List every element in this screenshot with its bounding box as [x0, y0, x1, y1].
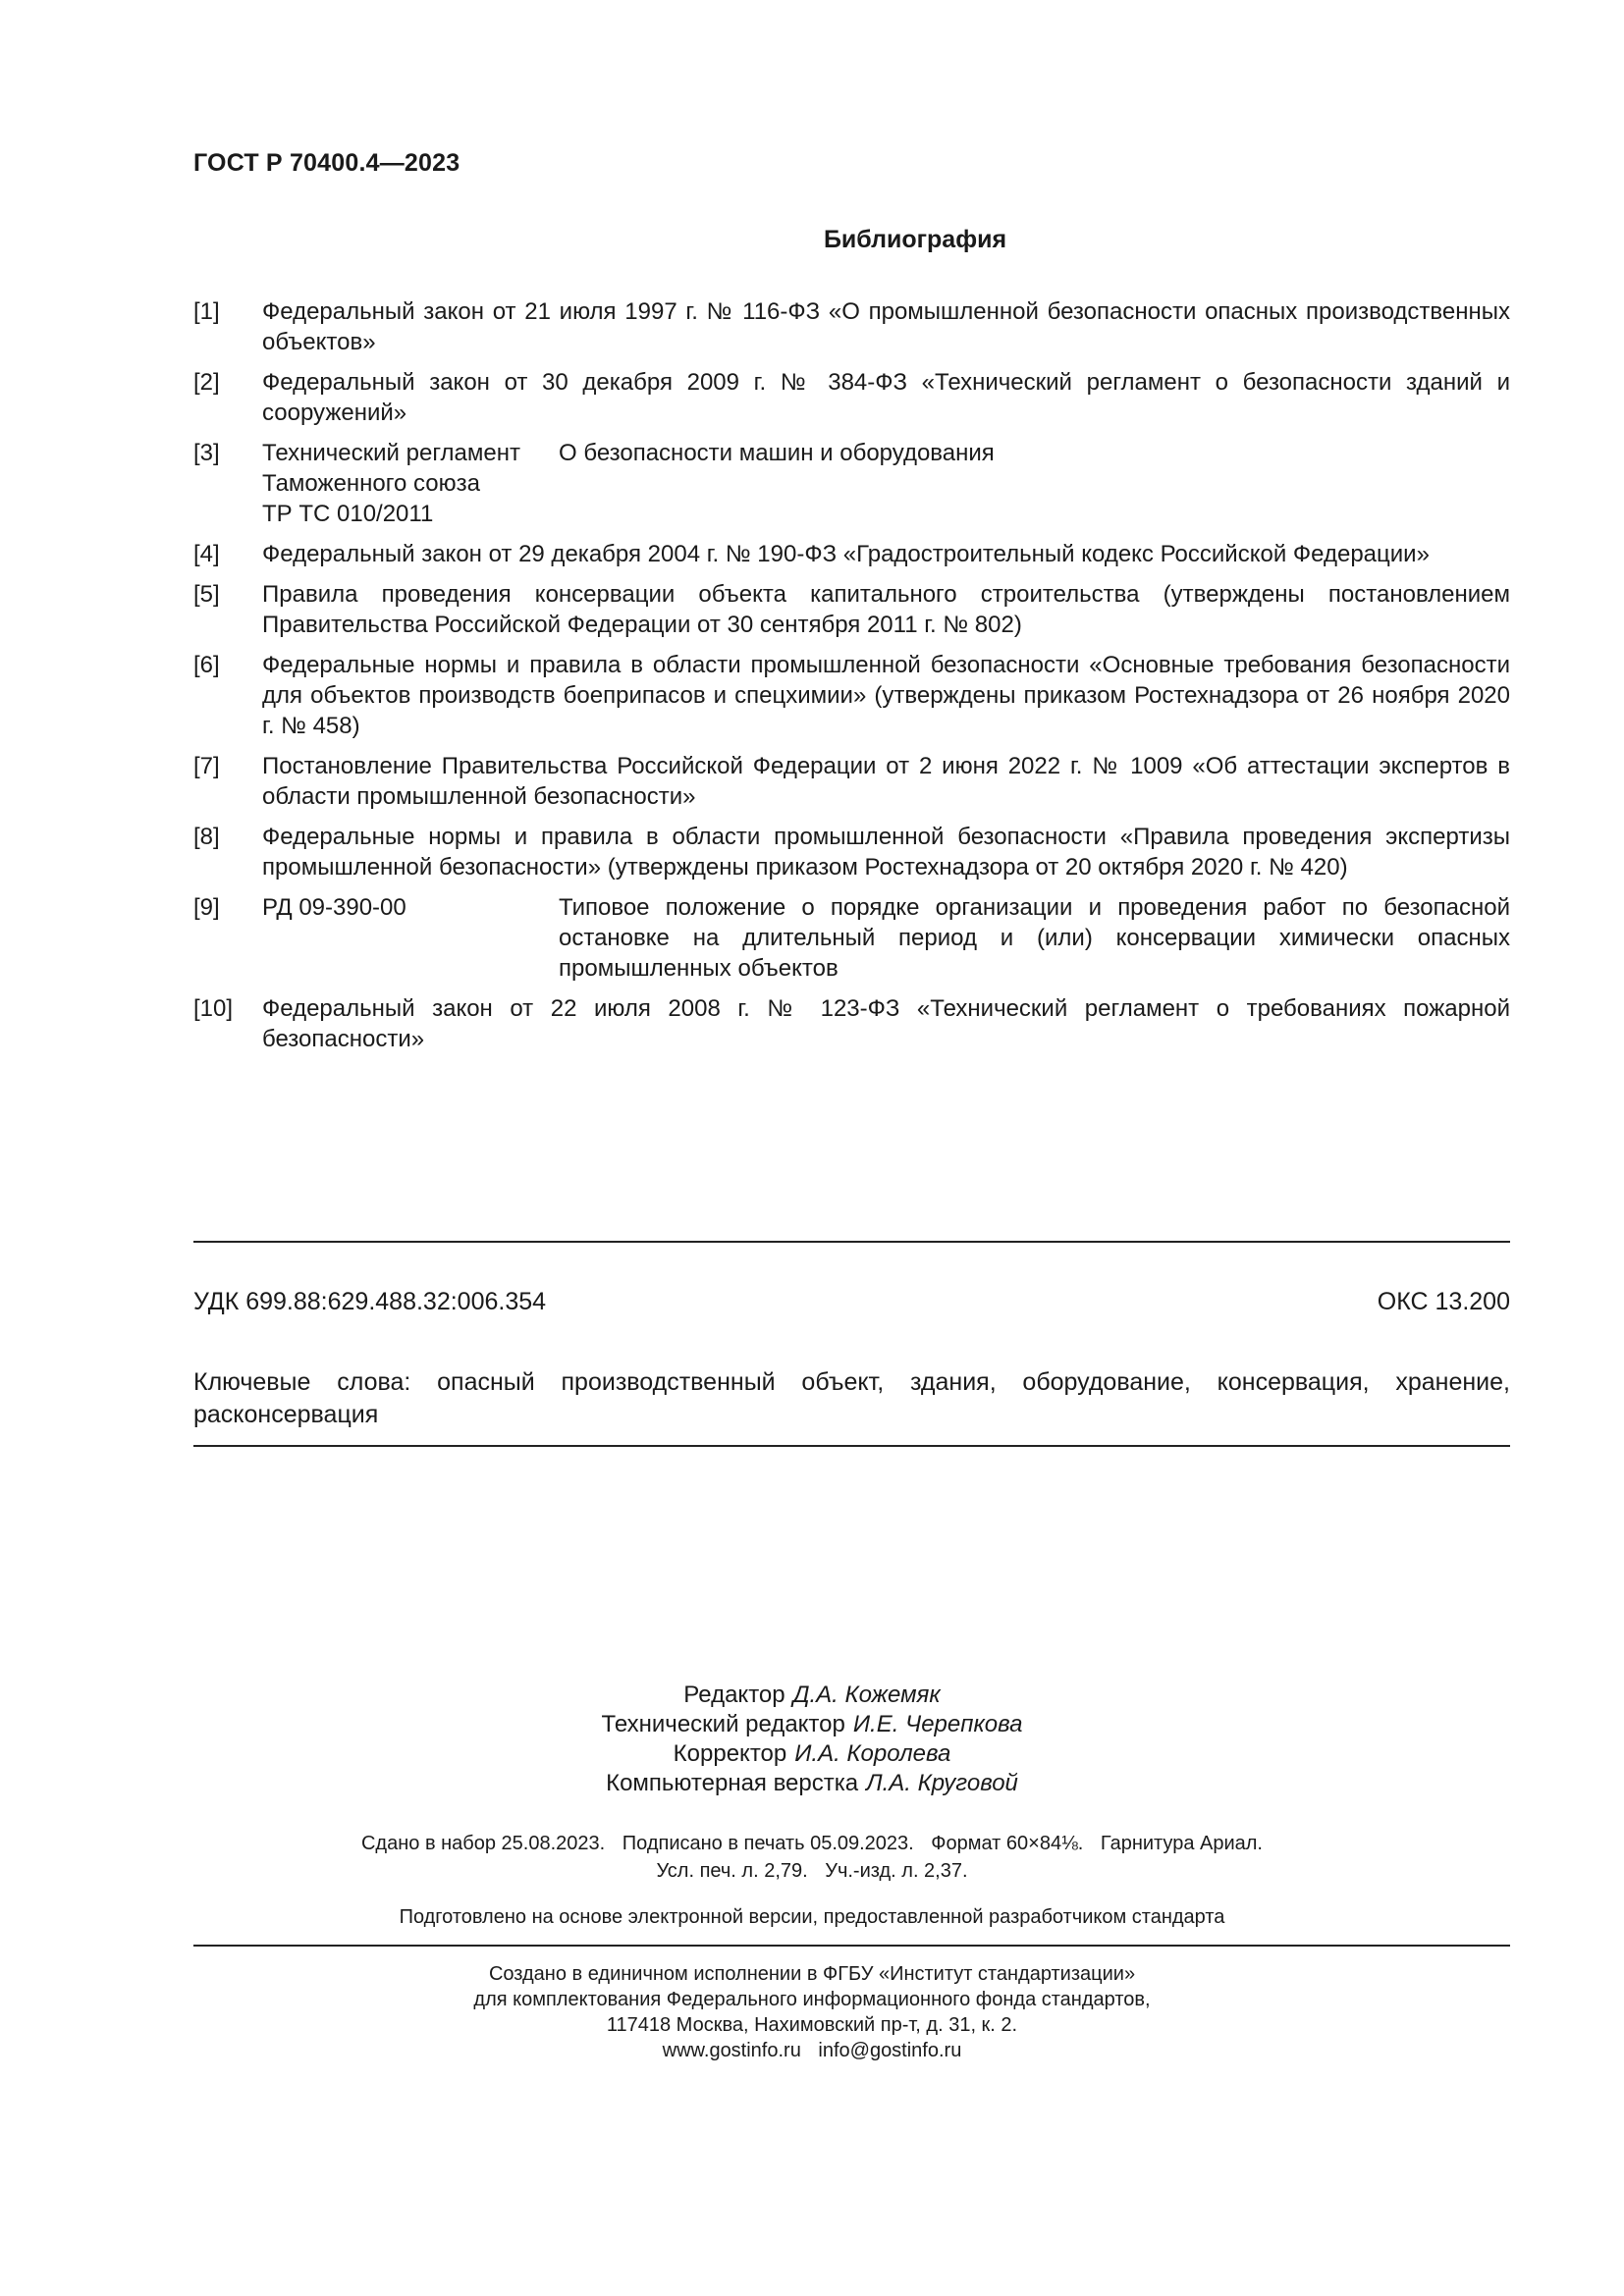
reference-text: О безопасности машин и оборудования [559, 440, 995, 466]
reference-item [193, 751, 1510, 812]
credit-tech-editor [0, 1710, 1624, 1739]
print-sheets: Усл. печ. л. 2,79. [656, 1860, 808, 1882]
prepared-note: Подготовлено на основе электронной версии, предоставленной разработчиком стандарта [399, 1906, 1225, 1928]
signed-date: Подписано в печать 05.09.2023. [622, 1833, 914, 1854]
reference-text: Федеральные нормы и правила в области промышленной безопасности «Основные требования безопасности для объектов производств боеприпасов и спецхимии» (утверждены приказом Ростехнадзора от 26 ноября 2020 г. № 458) [262, 652, 1510, 739]
keywords: Ключевые слова: опасный производственный объект, здания, оборудование, консервация, хранение, расконсервация [193, 1368, 1510, 1428]
edition-sheets: Уч.-изд. л. 2,37. [825, 1860, 968, 1882]
website-link[interactable]: www.gostinfo.ru [662, 2040, 801, 2061]
credit-name: И.А. Королева [794, 1740, 951, 1767]
oks-code: ОКС 13.200 [1377, 1288, 1510, 1315]
reference-number: [10] [193, 995, 234, 1022]
credit-name: Л.А. Круговой [866, 1770, 1018, 1796]
reference-text: Федеральный закон от 21 июля 1997 г. № 116-ФЗ «О промышленной безопасности опасных производственных объектов» [262, 298, 1510, 355]
credit-label: Компьютерная верстка [606, 1770, 859, 1796]
credit-name: Д.А. Кожемяк [792, 1682, 941, 1708]
classification-row [193, 1288, 1510, 1316]
paper-format: Формат 60×84⅛. [931, 1833, 1084, 1854]
reference-number: [8] [193, 824, 220, 850]
reference-item [193, 822, 1510, 882]
udk-code: УДК 699.88:629.488.32:006.354 [193, 1288, 547, 1315]
reference-item [193, 579, 1510, 640]
reference-item [193, 539, 1510, 569]
reference-text: Федеральный закон от 30 декабря 2009 г. № 384-ФЗ «Технический регламент о безопасности зданий и сооружений» [262, 369, 1510, 426]
reference-text: Федеральный закон от 29 декабря 2004 г. № 190-ФЗ «Градостроительный кодекс Российской Федерации» [262, 541, 1430, 567]
designation-line: Технический регламент [262, 440, 520, 466]
reference-item [193, 367, 1510, 428]
reference-item [193, 892, 1510, 984]
credit-name: И.Е. Черепкова [852, 1711, 1023, 1737]
reference-number: [9] [193, 894, 220, 921]
bibliography-title: Библиография [823, 226, 1007, 253]
reference-item [193, 438, 1510, 529]
credit-label: Редактор [683, 1682, 785, 1708]
publisher-block [0, 1961, 1624, 2063]
reference-number: [7] [193, 753, 220, 779]
credit-layout [0, 1769, 1624, 1798]
reference-text: Правила проведения консервации объекта капитального строительства (утверждены постановлением Правительства Российской Федерации от 30 сентября 2011 г. № 802) [262, 581, 1510, 638]
credit-label: Технический редактор [601, 1711, 845, 1737]
print-info-line [0, 1830, 1624, 1857]
reference-text: Федеральный закон от 22 июля 2008 г. № 123-ФЗ «Технический регламент о требованиях пожарной безопасности» [262, 995, 1510, 1052]
publisher-line: Создано в единичном исполнении в ФГБУ «Институт стандартизации» [488, 1963, 1136, 1985]
reference-designation: РД 09-390-00 [262, 894, 406, 921]
reference-number: [3] [193, 440, 220, 466]
font-info: Гарнитура Ариал. [1100, 1833, 1263, 1854]
publisher-line: для комплектования Федерального информационного фонда стандартов, [473, 1989, 1151, 2010]
reference-number: [5] [193, 581, 220, 608]
divider-top [193, 1241, 1510, 1243]
designation-line: ТР ТС 010/2011 [262, 501, 434, 527]
reference-item [193, 993, 1510, 1054]
reference-text: Постановление Правительства Российской Федерации от 2 июня 2022 г. № 1009 «Об аттестации экспертов в области промышленной безопасности» [262, 753, 1510, 810]
reference-number: [6] [193, 652, 220, 678]
reference-item [193, 650, 1510, 741]
reference-number: [2] [193, 369, 220, 396]
publisher-address: 117418 Москва, Нахимовский пр-т, д. 31, к. 2. [606, 2014, 1018, 2036]
credits-block [0, 1681, 1624, 1798]
reference-number: [4] [193, 541, 220, 567]
print-info-line [0, 1857, 1624, 1885]
designation-line: Таможенного союза [262, 470, 480, 497]
document-code: ГОСТ Р 70400.4—2023 [193, 149, 460, 177]
email-link[interactable]: info@gostinfo.ru [818, 2040, 962, 2061]
reference-text: Типовое положение о порядке организации и проведения работ по безопасной остановке на длительный период и (или) консервации химически опасных промышленных объектов [559, 894, 1510, 982]
reference-designation [262, 438, 559, 529]
divider-bottom [193, 1445, 1510, 1447]
reference-item [193, 296, 1510, 357]
credit-corrector [0, 1739, 1624, 1769]
credit-editor [0, 1681, 1624, 1710]
submitted-date: Сдано в набор 25.08.2023. [360, 1833, 606, 1854]
reference-number: [1] [193, 298, 220, 325]
publisher-contacts [0, 2038, 1624, 2063]
bibliography-list [193, 296, 1510, 1064]
print-info [0, 1830, 1624, 1885]
credit-label: Корректор [673, 1740, 787, 1767]
reference-text: Федеральные нормы и правила в области промышленной безопасности «Правила проведения экспертизы промышленной безопасности» (утверждены приказом Ростехнадзора от 20 октября 2020 г. № 420) [262, 824, 1510, 881]
divider-publisher [193, 1945, 1510, 1947]
